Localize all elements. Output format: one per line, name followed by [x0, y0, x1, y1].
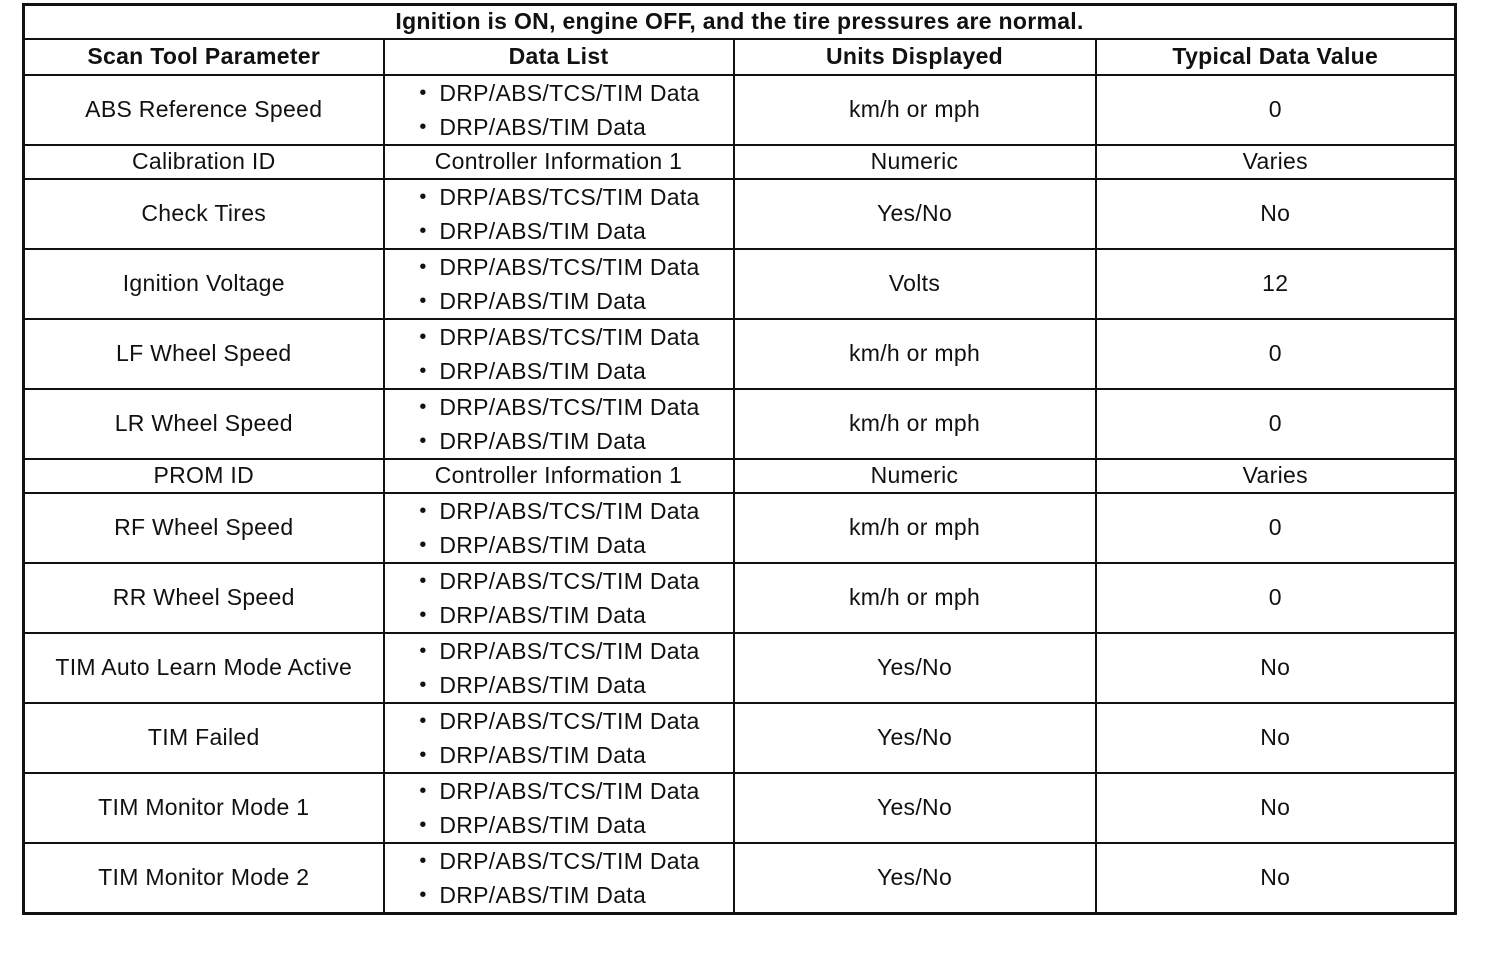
table-row — [24, 389, 1456, 459]
data-list-item: Controller Information 1 — [434, 147, 683, 174]
cell-units-displayed: km/h or mph — [734, 389, 1096, 459]
table-row — [24, 179, 1456, 249]
cell-scan-tool-parameter: RF Wheel Speed — [24, 493, 384, 563]
cell-data-list — [384, 179, 734, 249]
cell-scan-tool-parameter: TIM Monitor Mode 1 — [24, 773, 384, 843]
cell-typical-data-value: 12 — [1096, 249, 1456, 319]
header-scan-tool-parameter: Scan Tool Parameter — [24, 39, 384, 75]
cell-scan-tool-parameter: RR Wheel Speed — [24, 563, 384, 633]
cell-units-displayed: Numeric — [734, 145, 1096, 179]
table-row — [24, 563, 1456, 633]
table-row — [24, 493, 1456, 563]
data-list-bullets — [417, 634, 699, 702]
data-list-item: • DRP/ABS/TIM Data — [417, 808, 699, 842]
cell-units-displayed: km/h or mph — [734, 319, 1096, 389]
table-row — [24, 703, 1456, 773]
data-list-item: • DRP/ABS/TIM Data — [417, 878, 699, 912]
table-caption-row — [24, 5, 1456, 39]
data-list-item: • DRP/ABS/TCS/TIM Data — [417, 494, 699, 528]
data-list-bullets — [417, 180, 699, 248]
cell-scan-tool-parameter: LF Wheel Speed — [24, 319, 384, 389]
data-list-bullets — [417, 320, 699, 388]
cell-data-list — [384, 493, 734, 563]
cell-units-displayed: Yes/No — [734, 843, 1096, 914]
data-list-item: • DRP/ABS/TIM Data — [417, 110, 699, 144]
table-row — [24, 145, 1456, 179]
cell-scan-tool-parameter: Ignition Voltage — [24, 249, 384, 319]
data-list-bullets — [417, 844, 699, 912]
header-typical-data-value: Typical Data Value — [1096, 39, 1456, 75]
cell-typical-data-value: No — [1096, 773, 1456, 843]
cell-data-list — [384, 773, 734, 843]
cell-scan-tool-parameter: TIM Monitor Mode 2 — [24, 843, 384, 914]
cell-scan-tool-parameter: Check Tires — [24, 179, 384, 249]
data-list-item: • DRP/ABS/TCS/TIM Data — [417, 320, 699, 354]
header-units-displayed: Units Displayed — [734, 39, 1096, 75]
cell-typical-data-value: No — [1096, 633, 1456, 703]
table-row — [24, 773, 1456, 843]
data-list-item: • DRP/ABS/TCS/TIM Data — [417, 180, 699, 214]
table-row — [24, 633, 1456, 703]
cell-data-list — [384, 563, 734, 633]
data-list-bullets — [417, 704, 699, 772]
cell-scan-tool-parameter: PROM ID — [24, 459, 384, 493]
data-list-bullets — [417, 494, 699, 562]
scan-tool-data-table — [22, 3, 1457, 915]
cell-units-displayed: km/h or mph — [734, 563, 1096, 633]
table-row — [24, 75, 1456, 145]
cell-units-displayed: Yes/No — [734, 773, 1096, 843]
data-list-item: • DRP/ABS/TCS/TIM Data — [417, 774, 699, 808]
cell-scan-tool-parameter: ABS Reference Speed — [24, 75, 384, 145]
table-header-row — [24, 39, 1456, 75]
cell-data-list — [384, 843, 734, 914]
table-body — [24, 75, 1456, 914]
data-list-bullets — [417, 564, 699, 632]
data-list-item: • DRP/ABS/TIM Data — [417, 214, 699, 248]
cell-data-list — [384, 633, 734, 703]
data-list-item: • DRP/ABS/TCS/TIM Data — [417, 634, 699, 668]
data-list-item: • DRP/ABS/TCS/TIM Data — [417, 390, 699, 424]
cell-typical-data-value: No — [1096, 843, 1456, 914]
data-list-item: • DRP/ABS/TCS/TIM Data — [417, 250, 699, 284]
cell-scan-tool-parameter: Calibration ID — [24, 145, 384, 179]
cell-typical-data-value: 0 — [1096, 389, 1456, 459]
data-list-item: • DRP/ABS/TCS/TIM Data — [417, 844, 699, 878]
data-list-item: • DRP/ABS/TIM Data — [417, 738, 699, 772]
cell-scan-tool-parameter: TIM Failed — [24, 703, 384, 773]
table-row — [24, 459, 1456, 493]
cell-data-list — [384, 459, 734, 493]
cell-data-list — [384, 145, 734, 179]
cell-data-list — [384, 319, 734, 389]
data-list-bullets — [417, 774, 699, 842]
cell-typical-data-value: 0 — [1096, 493, 1456, 563]
cell-units-displayed: km/h or mph — [734, 493, 1096, 563]
cell-units-displayed: Yes/No — [734, 703, 1096, 773]
data-list-item: • DRP/ABS/TIM Data — [417, 668, 699, 702]
cell-scan-tool-parameter: LR Wheel Speed — [24, 389, 384, 459]
data-list-item: • DRP/ABS/TCS/TIM Data — [417, 76, 699, 110]
cell-units-displayed: Yes/No — [734, 633, 1096, 703]
cell-typical-data-value: 0 — [1096, 75, 1456, 145]
cell-typical-data-value: 0 — [1096, 319, 1456, 389]
data-list-item: • DRP/ABS/TIM Data — [417, 598, 699, 632]
data-list-item: • DRP/ABS/TCS/TIM Data — [417, 564, 699, 598]
cell-units-displayed: Numeric — [734, 459, 1096, 493]
cell-data-list — [384, 389, 734, 459]
data-list-item: • DRP/ABS/TIM Data — [417, 354, 699, 388]
data-list-bullets — [417, 390, 699, 458]
data-list-item: • DRP/ABS/TCS/TIM Data — [417, 704, 699, 738]
cell-units-displayed: Volts — [734, 249, 1096, 319]
cell-typical-data-value: Varies — [1096, 459, 1456, 493]
data-list-item: • DRP/ABS/TIM Data — [417, 528, 699, 562]
header-data-list: Data List — [384, 39, 734, 75]
cell-units-displayed: km/h or mph — [734, 75, 1096, 145]
data-list-item: Controller Information 1 — [434, 461, 683, 488]
data-list-bullets — [417, 76, 699, 144]
table-row — [24, 319, 1456, 389]
data-list-bullets — [417, 250, 699, 318]
cell-data-list — [384, 703, 734, 773]
cell-data-list — [384, 249, 734, 319]
data-list-item: • DRP/ABS/TIM Data — [417, 284, 699, 318]
cell-scan-tool-parameter: TIM Auto Learn Mode Active — [24, 633, 384, 703]
cell-typical-data-value: No — [1096, 179, 1456, 249]
cell-typical-data-value: Varies — [1096, 145, 1456, 179]
cell-units-displayed: Yes/No — [734, 179, 1096, 249]
table-row — [24, 249, 1456, 319]
table-caption: Ignition is ON, engine OFF, and the tire pressures are normal. — [24, 5, 1456, 39]
scan-data-sheet — [22, 3, 1454, 911]
cell-data-list — [384, 75, 734, 145]
cell-typical-data-value: 0 — [1096, 563, 1456, 633]
table-row — [24, 843, 1456, 914]
data-list-item: • DRP/ABS/TIM Data — [417, 424, 699, 458]
cell-typical-data-value: No — [1096, 703, 1456, 773]
